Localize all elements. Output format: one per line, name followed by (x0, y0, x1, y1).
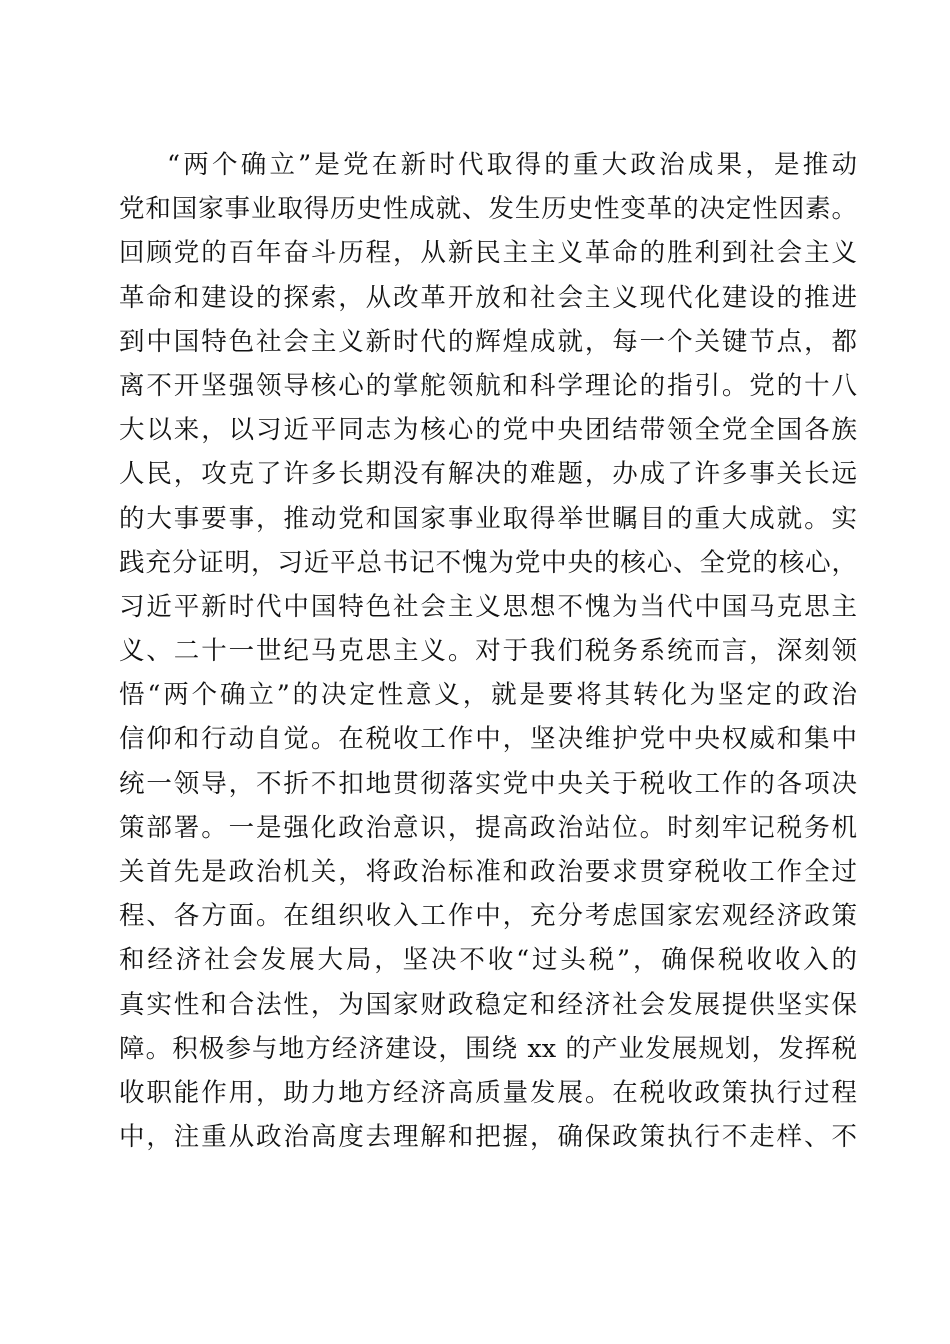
text-line-2: 党和国家事业取得历史性成就、发生历史性变革的决定性因素。 (119, 194, 857, 225)
text-line-23: 中，注重从政治高度去理解和把握，确保政策执行不走样、不 (119, 1122, 857, 1153)
text-line-7: 大以来，以习近平同志为核心的党中央团结带领全党全国各族 (119, 415, 857, 446)
text-line-10: 践充分证明，习近平总书记不愧为党中央的核心、全党的核心， (119, 547, 857, 578)
text-line-15: 统一领导，不折不扣地贯彻落实党中央关于税收工作的各项决 (119, 768, 857, 799)
text-line-22: 收职能作用，助力地方经济高质量发展。在税收政策执行过程 (119, 1077, 857, 1108)
text-line-21: 障。积极参与地方经济建设，围绕 xx 的产业发展规划，发挥税 (119, 1033, 857, 1064)
text-line-3: 回顾党的百年奋斗历程，从新民主主义革命的胜利到社会主义 (119, 238, 857, 269)
text-line-19: 和经济社会发展大局，坚决不收“过头税”，确保税收收入的 (119, 945, 857, 976)
text-line-1: “两个确立”是党在新时代取得的重大政治成果，是推动 (167, 150, 857, 180)
text-line-18: 程、各方面。在组织收入工作中，充分考虑国家宏观经济政策 (119, 901, 857, 932)
text-line-17: 关首先是政治机关，将政治标准和政治要求贯穿税收工作全过 (119, 857, 857, 887)
text-line-16: 策部署。一是强化政治意识，提高政治站位。时刻牢记税务机 (119, 812, 857, 843)
text-line-13: 悟“两个确立”的决定性意义，就是要将其转化为坚定的政治 (119, 680, 857, 711)
text-line-9: 的大事要事，推动党和国家事业取得举世瞩目的重大成就。实 (119, 503, 857, 534)
text-line-6: 离不开坚强领导核心的掌舵领航和科学理论的指引。党的十八 (119, 370, 857, 401)
text-line-20: 真实性和合法性，为国家财政稳定和经济社会发展提供坚实保 (119, 989, 857, 1020)
text-line-12: 义、二十一世纪马克思主义。对于我们税务系统而言，深刻领 (119, 636, 857, 667)
text-line-5: 到中国特色社会主义新时代的辉煌成就，每一个关键节点，都 (119, 326, 857, 357)
text-line-11: 习近平新时代中国特色社会主义思想不愧为当代中国马克思主 (119, 591, 857, 622)
text-line-4: 革命和建设的探索，从改革开放和社会主义现代化建设的推进 (119, 282, 857, 313)
body-paragraph (119, 143, 857, 1159)
text-line-8: 人民，攻克了许多长期没有解决的难题，办成了许多事关长远 (119, 459, 857, 490)
text-line-14: 信仰和行动自觉。在税收工作中，坚决维护党中央权威和集中 (119, 724, 857, 755)
